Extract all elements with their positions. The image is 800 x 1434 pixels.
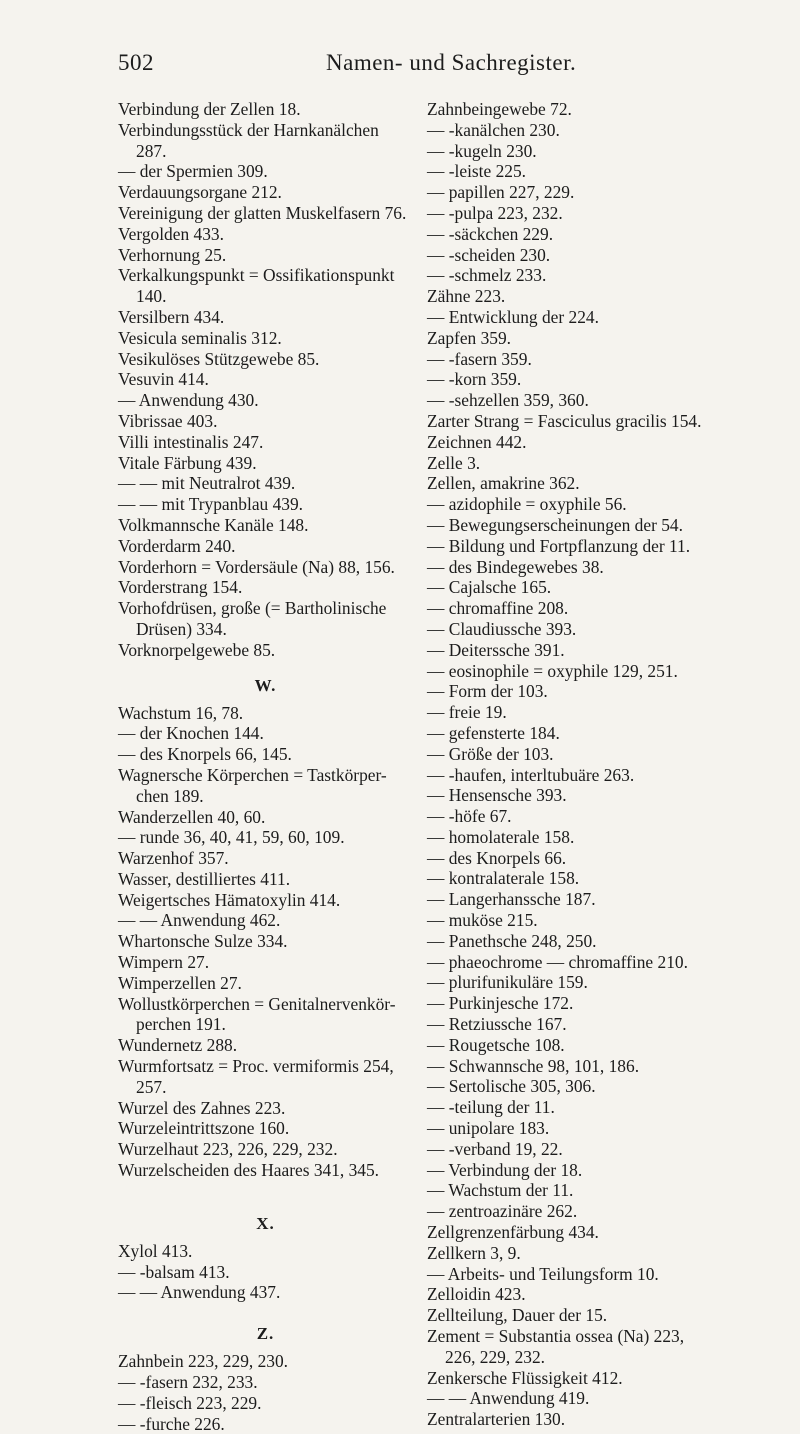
index-entry-text: — -kanälchen 230. xyxy=(427,119,560,140)
index-column-right xyxy=(427,99,772,1430)
index-entry xyxy=(427,161,772,182)
index-entry-text: — Wachstum der 11. xyxy=(427,1180,574,1201)
index-entry-text: Wurzelhaut 223, 226, 229, 232. xyxy=(118,1139,338,1160)
index-entry xyxy=(427,1118,772,1139)
index-entry xyxy=(118,1241,413,1262)
index-entry-text: Vesuvin 414. xyxy=(118,369,209,390)
index-entry xyxy=(427,806,772,827)
index-entry-text: — -säckchen 229. xyxy=(427,223,554,244)
index-entry xyxy=(118,536,413,557)
index-entry xyxy=(118,1118,413,1139)
index-entry xyxy=(427,993,772,1014)
index-entry-text: — eosinophile = oxyphile 129, 251. xyxy=(427,660,678,681)
index-entry-text: — chromaffine 208. xyxy=(427,598,569,619)
index-entry-text: — — mit Neutralrot 439. xyxy=(118,473,296,494)
index-entry xyxy=(427,1222,772,1243)
index-entry-text: — Rougetsche 108. xyxy=(427,1034,565,1055)
index-entry-text: — Langerhanssche 187. xyxy=(427,889,596,910)
index-group-x xyxy=(118,1241,413,1303)
index-entry-text: — Schwannsche 98, 101, 186. xyxy=(427,1055,640,1076)
index-entry xyxy=(427,848,772,869)
index-entry-text: Wachstum 16, 78. xyxy=(118,702,244,723)
index-entry xyxy=(427,827,772,848)
index-entry-text: — -furche 226. xyxy=(118,1413,225,1434)
index-entry-text: Volkmannsche Kanäle 148. xyxy=(118,514,309,535)
index-entry xyxy=(427,1284,772,1305)
index-entry-text: — Bewegungserscheinungen der 54. xyxy=(427,514,683,535)
index-entry-continuation: 140. xyxy=(136,286,167,307)
index-entry-text: Zellen, amakrine 362. xyxy=(427,473,580,494)
index-entry-text: Vitale Färbung 439. xyxy=(118,452,257,473)
index-entry-text: Zentralarterien 130. xyxy=(427,1409,566,1430)
index-entry xyxy=(427,245,772,266)
index-entry-text: Zahnbein 223, 229, 230. xyxy=(118,1351,289,1372)
index-entry xyxy=(427,328,772,349)
index-entry-text: Verkalkungspunkt = Ossifikationspunkt xyxy=(118,265,395,286)
index-entry xyxy=(118,723,413,744)
index-entry xyxy=(118,848,413,869)
index-entry xyxy=(118,765,413,807)
index-entry xyxy=(427,765,772,786)
index-entry xyxy=(118,1414,413,1434)
index-entry xyxy=(427,411,772,432)
index-entry xyxy=(118,1262,413,1283)
index-entry xyxy=(427,661,772,682)
index-entry-text: Zelle 3. xyxy=(427,452,481,473)
index-entry xyxy=(427,868,772,889)
index-entry-text: Zahnbeingewebe 72. xyxy=(427,99,572,119)
index-entry-text: — des Knorpels 66. xyxy=(427,847,567,868)
index-entry xyxy=(427,1160,772,1181)
index-entry xyxy=(427,141,772,162)
index-entry-text: Wollustkörperchen = Genitalnervenkör- xyxy=(118,993,396,1014)
index-entry-text: — -teilung der 11. xyxy=(427,1097,555,1118)
index-entry-text: — des Knorpels 66, 145. xyxy=(118,744,292,765)
index-entry xyxy=(427,1056,772,1077)
index-entry xyxy=(427,349,772,370)
index-entry xyxy=(427,307,772,328)
index-entry-text: Wurzeleintrittszone 160. xyxy=(118,1118,290,1139)
index-entry-text: — -balsam 413. xyxy=(118,1261,230,1282)
index-entry-text: — phaeochrome — chromaffine 210. xyxy=(427,951,688,972)
index-entry-text: — Deiterssche 391. xyxy=(427,639,565,660)
index-entry xyxy=(427,1180,772,1201)
section-heading-x: X. xyxy=(256,1213,275,1233)
index-entry xyxy=(427,1139,772,1160)
running-title: Namen- und Sachregister. xyxy=(326,50,577,75)
index-entry xyxy=(118,245,413,266)
index-entry xyxy=(118,1098,413,1119)
index-entry xyxy=(427,640,772,661)
index-entry-text: — -fasern 359. xyxy=(427,348,532,369)
index-entry xyxy=(118,1139,413,1160)
index-entry xyxy=(427,1409,772,1430)
index-entry-text: Vibrissae 403. xyxy=(118,410,218,431)
index-entry-text: — azidophile = oxyphile 56. xyxy=(427,494,627,515)
index-entry-text: Whartonsche Sulze 334. xyxy=(118,931,288,952)
index-entry-text: — -kugeln 230. xyxy=(427,140,537,161)
index-entry-continuation: 257. xyxy=(136,1076,167,1097)
index-entry xyxy=(118,390,413,411)
index-entry xyxy=(118,744,413,765)
index-entry xyxy=(118,328,413,349)
index-entry-text: — -schmelz 233. xyxy=(427,265,547,286)
index-entry-text: — Entwicklung der 224. xyxy=(427,306,599,327)
index-entry-text: — -verband 19, 22. xyxy=(427,1138,563,1159)
index-entry xyxy=(118,1372,413,1393)
index-entry xyxy=(427,1076,772,1097)
index-entry xyxy=(427,972,772,993)
index-entry-text: Vorderstrang 154. xyxy=(118,577,243,598)
index-entry-text: Zarter Strang = Fasciculus gracilis 154. xyxy=(427,410,702,431)
index-entry-text: — des Bindegewebes 38. xyxy=(427,556,604,577)
index-entry xyxy=(118,973,413,994)
index-entry-text: — Retziussche 167. xyxy=(427,1014,567,1035)
index-entry-text: Xylol 413. xyxy=(118,1240,193,1261)
index-entry xyxy=(427,931,772,952)
index-group-v xyxy=(118,99,413,661)
index-entry-text: — — Anwendung 419. xyxy=(427,1388,590,1409)
page-header xyxy=(118,50,718,80)
index-entry-text: — -haufen, interltubuäre 263. xyxy=(427,764,635,785)
index-entry-text: Vorknorpelgewebe 85. xyxy=(118,639,276,660)
index-entry xyxy=(427,390,772,411)
index-entry xyxy=(427,619,772,640)
index-entry-text: — Purkinjesche 172. xyxy=(427,993,574,1014)
index-entry xyxy=(118,161,413,182)
index-entry-text: — Claudiussche 393. xyxy=(427,618,577,639)
index-entry-text: Wimperzellen 27. xyxy=(118,972,242,993)
index-entry-text: — -höfe 67. xyxy=(427,806,512,827)
index-entry xyxy=(427,952,772,973)
index-entry xyxy=(427,453,772,474)
index-entry-continuation: chen 189. xyxy=(136,785,204,806)
index-entry xyxy=(118,224,413,245)
index-entry-text: — Arbeits- und Teilungsform 10. xyxy=(427,1263,659,1284)
index-entry xyxy=(427,1305,772,1326)
index-entry-text: Wagnersche Körperchen = Tastkörper- xyxy=(118,764,387,785)
index-entry-text: — kontralaterale 158. xyxy=(427,868,580,889)
index-group-w xyxy=(118,703,413,1181)
index-entry xyxy=(427,494,772,515)
index-entry-text: Vorhofdrüsen, große (= Bartholinische xyxy=(118,598,387,619)
index-entry xyxy=(118,349,413,370)
index-entry-text: — — mit Trypanblau 439. xyxy=(118,494,304,515)
index-entry-text: Verbindungsstück der Harnkanälchen xyxy=(118,119,379,140)
index-entry-text: Zellteilung, Dauer der 15. xyxy=(427,1305,608,1326)
index-entry-text: Zeichnen 442. xyxy=(427,431,527,452)
index-entry xyxy=(118,182,413,203)
index-entry-text: — -fasern 232, 233. xyxy=(118,1372,258,1393)
index-entry-text: Zenkersche Flüssigkeit 412. xyxy=(427,1367,623,1388)
index-entry-text: Zapfen 359. xyxy=(427,327,512,348)
index-entry xyxy=(427,723,772,744)
index-entry-text: — Verbindung der 18. xyxy=(427,1159,583,1180)
index-entry xyxy=(118,515,413,536)
index-entry xyxy=(118,99,413,120)
index-entry-continuation: 287. xyxy=(136,140,167,161)
index-entry xyxy=(118,598,413,640)
index-entry-text: — — Anwendung 437. xyxy=(118,1282,281,1303)
index-entry-text: — -pulpa 223, 232. xyxy=(427,202,563,223)
index-entry xyxy=(118,1056,413,1098)
index-entry-text: — Größe der 103. xyxy=(427,743,554,764)
index-entry-text: — -fleisch 223, 229. xyxy=(118,1392,262,1413)
index-entry xyxy=(427,432,772,453)
index-entry-text: Verdauungsorgane 212. xyxy=(118,182,282,203)
index-entry xyxy=(427,1368,772,1389)
index-entry-text: — plurifunikuläre 159. xyxy=(427,972,588,993)
index-entry-text: Wundernetz 288. xyxy=(118,1035,238,1056)
index-entry-text: — -korn 359. xyxy=(427,369,522,390)
index-entry xyxy=(118,453,413,474)
index-entry xyxy=(118,411,413,432)
index-entry xyxy=(427,1035,772,1056)
index-entry-text: Weigertsches Hämatoxylin 414. xyxy=(118,889,341,910)
index-entry xyxy=(427,577,772,598)
index-entry xyxy=(427,473,772,494)
index-entry xyxy=(118,1160,413,1181)
section-heading-z: Z. xyxy=(256,1324,275,1344)
index-entry xyxy=(118,807,413,828)
index-entry-text: Wanderzellen 40, 60. xyxy=(118,806,266,827)
index-entry xyxy=(118,827,413,848)
index-entry-text: — der Knochen 144. xyxy=(118,723,264,744)
index-entry-text: Wimpern 27. xyxy=(118,952,210,973)
index-entry-text: Vesikulöses Stützgewebe 85. xyxy=(118,348,320,369)
index-entry xyxy=(427,1326,772,1368)
index-entry xyxy=(118,931,413,952)
index-entry-text: — zentroazinäre 262. xyxy=(427,1201,578,1222)
index-entry xyxy=(118,1282,413,1303)
index-entry xyxy=(118,307,413,328)
index-entry xyxy=(427,515,772,536)
index-entry-text: — — Anwendung 462. xyxy=(118,910,281,931)
index-entry-text: — Anwendung 430. xyxy=(118,390,259,411)
index-entry xyxy=(118,952,413,973)
index-entry xyxy=(427,785,772,806)
index-entry xyxy=(118,494,413,515)
index-entry-text: Wurmfortsatz = Proc. vermiformis 254, xyxy=(118,1056,394,1077)
index-entry-text: — der Spermien 309. xyxy=(118,161,268,182)
index-entry xyxy=(118,577,413,598)
index-entry xyxy=(118,265,413,307)
index-group-z xyxy=(118,1351,413,1434)
index-entry xyxy=(118,369,413,390)
index-entry xyxy=(118,1035,413,1056)
index-entry-text: Wurzel des Zahnes 223. xyxy=(118,1097,286,1118)
index-entry-text: Wurzelscheiden des Haares 341, 345. xyxy=(118,1160,380,1181)
index-entry xyxy=(118,1393,413,1414)
index-entry xyxy=(427,1388,772,1409)
index-entry-text: Warzenhof 357. xyxy=(118,848,229,869)
index-entry-text: — Bildung und Fortpflanzung der 11. xyxy=(427,535,691,556)
index-entry-text: Verbindung der Zellen 18. xyxy=(118,99,301,119)
index-entry-text: — Cajalsche 165. xyxy=(427,577,552,598)
index-entry xyxy=(427,1243,772,1264)
index-entry xyxy=(427,910,772,931)
index-entry-text: Zement = Substantia ossea (Na) 223, xyxy=(427,1326,685,1347)
index-entry-text: Vereinigung der glatten Muskelfasern 76. xyxy=(118,202,407,223)
index-entry xyxy=(427,1014,772,1035)
index-entry xyxy=(118,1351,413,1372)
index-entry-text: — -sehzellen 359, 360. xyxy=(427,390,589,411)
index-entry-text: — Hensensche 393. xyxy=(427,785,567,806)
index-entry-text: — homolaterale 158. xyxy=(427,826,575,847)
index-entry-text: Zellgrenzenfärbung 434. xyxy=(427,1222,599,1243)
index-entry-text: — -scheiden 230. xyxy=(427,244,551,265)
index-entry-text: — freie 19. xyxy=(427,702,507,723)
index-entry xyxy=(427,536,772,557)
index-entry xyxy=(118,640,413,661)
index-entry xyxy=(118,703,413,724)
index-entry xyxy=(427,681,772,702)
index-column-left xyxy=(118,99,413,1434)
index-entry xyxy=(427,369,772,390)
index-entry-text: Vergolden 433. xyxy=(118,223,224,244)
index-entry-text: — Form der 103. xyxy=(427,681,548,702)
index-entry-text: Zähne 223. xyxy=(427,286,506,307)
index-entry-text: — runde 36, 40, 41, 59, 60, 109. xyxy=(118,827,345,848)
index-entry-text: — -leiste 225. xyxy=(427,161,527,182)
index-entry-text: — Sertolische 305, 306. xyxy=(427,1076,596,1097)
index-entry xyxy=(427,744,772,765)
index-entry xyxy=(427,224,772,245)
section-heading-w: W. xyxy=(254,675,277,695)
index-entry xyxy=(118,890,413,911)
index-entry xyxy=(427,99,772,120)
index-entry xyxy=(427,182,772,203)
index-entry xyxy=(118,432,413,453)
index-entry xyxy=(118,994,413,1036)
index-entry xyxy=(427,265,772,286)
index-entry xyxy=(427,286,772,307)
index-entry xyxy=(427,598,772,619)
index-entry xyxy=(118,473,413,494)
index-group-z-continued xyxy=(427,99,772,1430)
index-entry-text: — Panethsche 248, 250. xyxy=(427,930,597,951)
index-entry xyxy=(427,1201,772,1222)
index-entry-text: Versilbern 434. xyxy=(118,306,225,327)
index-entry xyxy=(118,557,413,578)
index-entry-text: Vesicula seminalis 312. xyxy=(118,327,282,348)
index-entry xyxy=(427,1264,772,1285)
page-number: 502 xyxy=(118,50,154,75)
index-entry xyxy=(118,120,413,162)
index-entry-continuation: perchen 191. xyxy=(136,1014,226,1035)
index-entry-text: Wasser, destilliertes 411. xyxy=(118,868,291,889)
index-entry xyxy=(118,910,413,931)
index-entry-continuation: Drüsen) 334. xyxy=(136,618,227,639)
index-entry-text: Vorderhorn = Vordersäule (Na) 88, 156. xyxy=(118,556,395,577)
index-entry-text: Verhornung 25. xyxy=(118,244,227,265)
index-entry xyxy=(427,1097,772,1118)
index-entry-text: — unipolare 183. xyxy=(427,1118,550,1139)
index-entry xyxy=(118,869,413,890)
index-entry-continuation: 226, 229, 232. xyxy=(445,1346,545,1367)
index-entry-text: — papillen 227, 229. xyxy=(427,182,575,203)
index-entry xyxy=(427,120,772,141)
index-entry-text: Zellkern 3, 9. xyxy=(427,1242,521,1263)
index-entry xyxy=(427,702,772,723)
index-entry xyxy=(118,203,413,224)
index-entry-text: Zelloidin 423. xyxy=(427,1284,526,1305)
index-entry-text: — muköse 215. xyxy=(427,910,538,931)
index-entry-text: — gefensterte 184. xyxy=(427,722,560,743)
index-entry-text: Vorderdarm 240. xyxy=(118,535,236,556)
index-entry xyxy=(427,889,772,910)
index-entry-text: Villi intestinalis 247. xyxy=(118,431,264,452)
index-entry xyxy=(427,203,772,224)
index-entry xyxy=(427,557,772,578)
